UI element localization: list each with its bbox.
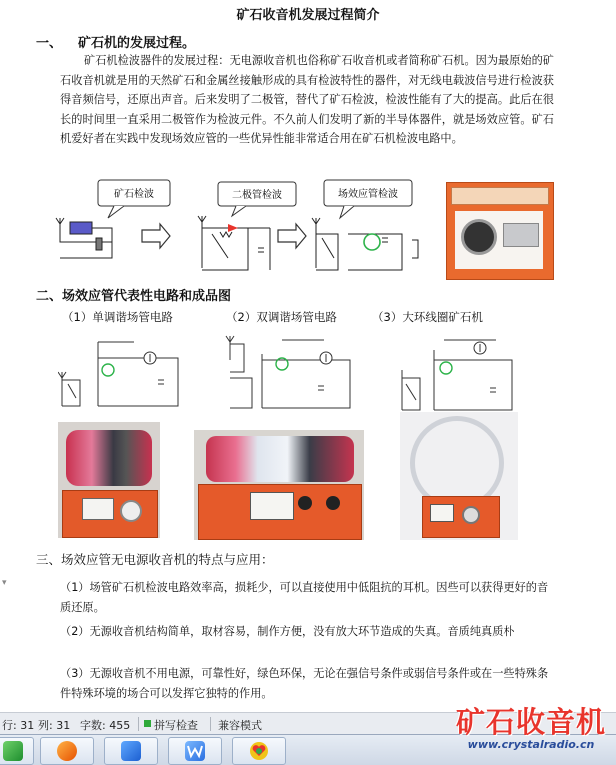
green-arrow-icon [3,741,23,761]
callout-crystal [98,180,170,218]
section1-paragraph [60,51,554,149]
taskbar-app-wps[interactable] [168,737,222,765]
callout-diode [218,182,296,216]
single-tuned-schematic [58,332,186,408]
taskbar-app-browser[interactable] [40,737,94,765]
blue-shield-icon [121,741,141,761]
watermark-url: www.crystalradio.cn [467,738,595,751]
scroll-marker-icon: ▾ [2,578,7,588]
callout-crystal-label: 矿石检波 [114,189,154,200]
heart-chrome-icon [249,741,269,761]
taskbar-app-security[interactable] [104,737,158,765]
diode-symbol [228,224,238,232]
double-tuned-radio-photo [194,430,364,540]
diode-detector-circuit [198,216,270,270]
status-word-count[interactable]: 字数: 455 [80,719,131,732]
orange-browser-icon [57,741,77,761]
section1-title: 矿石机的发展过程。 [78,36,196,51]
taskbar-app-heart[interactable] [232,737,286,765]
section1-paragraph-text: 矿石机检波器件的发展过程：无电源收音机也俗称矿石收音机或者简称矿石机。因为最原始的矿石收音机就是用的天然矿石和金属丝接触形成的具有检波特性的器件，对无线电载波信号进行检波获得音频信号，还原出声音。后来发明了二极管，替代了矿石检波，检波性能有了大的提高。此后在很长的时间里一直采用二极管作为检波元件。不久前人们发明了新的半导体器件，就是场效应管。矿石机爱好者在实践中发现场效应管的一些优异性能非常适合用在矿石机检波电路中。 [60,54,554,145]
arrow-right-icon [142,224,170,248]
caption-large-loop: （3）大环线圈矿石机 [372,310,483,324]
radio-box-photo [446,182,554,280]
large-loop-schematic [398,330,518,412]
watermark-title: 矿石收音机 [455,705,606,739]
section2-heading: 二、场效应管代表性电路和成品图 [36,289,232,304]
arrow-right-icon [278,224,306,248]
site-watermark [446,700,616,764]
double-tuned-schematic [222,330,358,410]
feature-point-2: （2）无源收音机结构简单，取材容易，制作方便，没有放大环节造成的失真。音质纯真质朴 [60,625,515,638]
wps-writer-icon [185,741,205,761]
feature-point-3: （3）无源收音机不用电源，可靠性好，绿色环保，无论在强信号条件或弱信号条件或在一些特殊条件特殊环境的场合可以发挥它独特的作用。 [60,667,549,700]
caption-double-tuned: （2）双调谐场管电路 [226,310,337,324]
section1-number: 一、 [36,36,63,51]
detector-evolution-diagram [52,178,432,278]
status-row: 行: 31 [2,719,35,732]
caption-single-tuned: （1）单调谐场管电路 [62,310,173,324]
taskbar-app-green[interactable] [0,737,34,765]
section3-heading: 三、场效应管无电源收音机的特点与应用： [36,552,274,567]
feature-point-1: （1）场管矿石机检波电路效率高，损耗少，可以直接使用中低阻抗的耳机。因些可以获得更好的音质还原。 [60,581,549,614]
crystal-detector-circuit [56,218,112,258]
status-compat-mode: 兼容模式 [218,719,262,732]
status-col: 列: 31 [38,719,71,732]
single-tuned-radio-photo [58,422,160,538]
status-spellcheck[interactable]: 拼写检查 [154,719,198,732]
spellcheck-indicator-icon [144,720,151,727]
fet-symbol [364,234,380,250]
callout-fet-label: 场效应管检波 [338,189,398,200]
callout-fet [324,180,412,218]
document-title: 矿石收音机发展过程简介 [236,8,380,23]
large-loop-radio-photo [400,412,518,540]
callout-diode-label: 二极管检波 [232,190,282,201]
section1-heading [36,32,195,51]
